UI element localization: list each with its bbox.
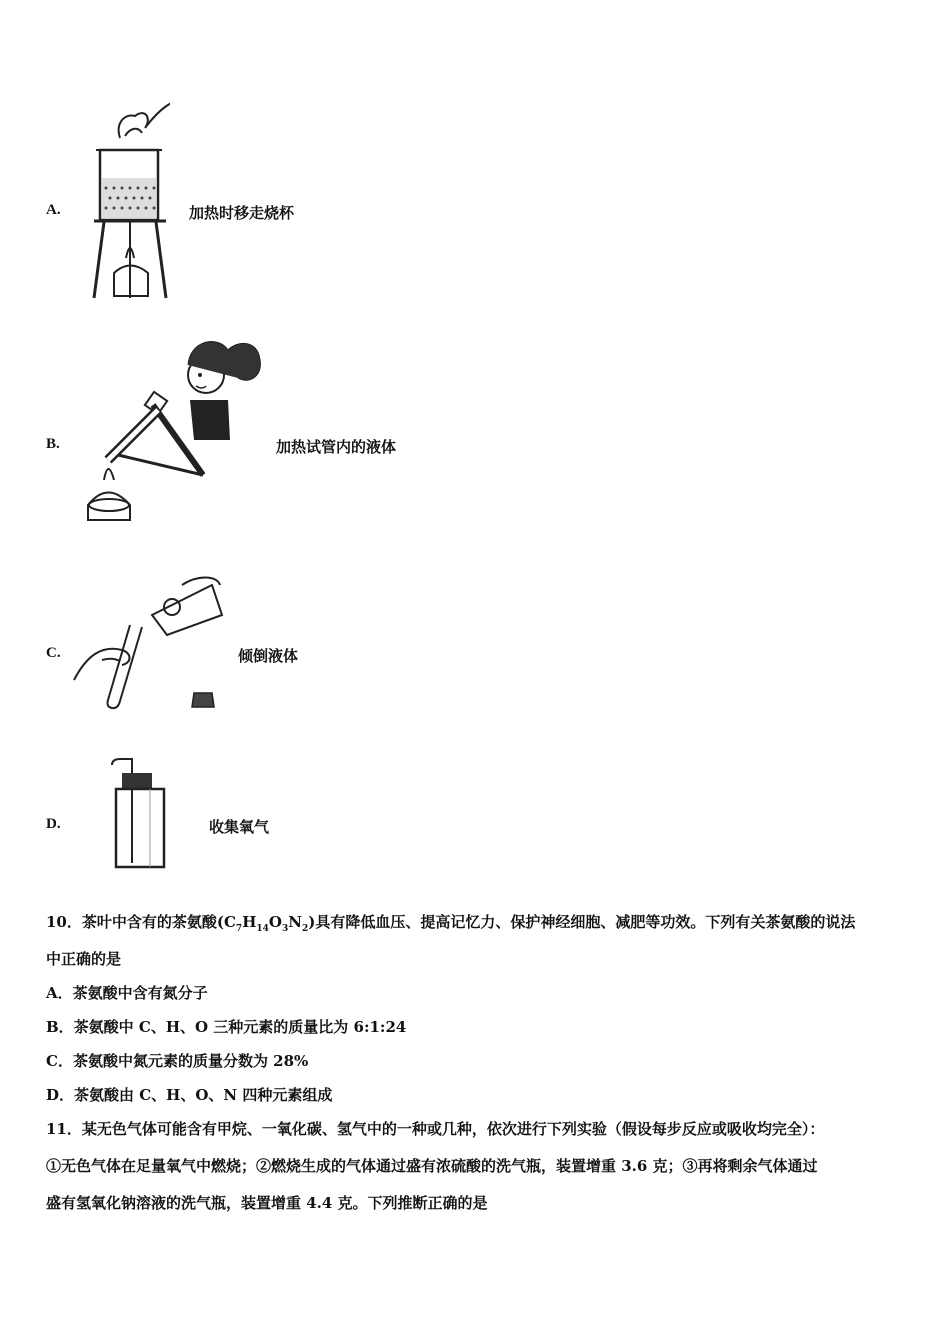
gas-bottle-figure (110, 755, 172, 870)
q10-stem-line2: 中正确的是 (46, 950, 122, 968)
option-d-letter: D. (46, 816, 61, 832)
q10-number: 10． (46, 913, 82, 931)
option-d-text: 收集氧气 (209, 818, 270, 836)
option-a-letter: A. (46, 202, 61, 218)
q11-line1: 11．某无色气体可能含有甲烷、一氧化碳、氢气中的一种或几种，依次进行下列实验（假设每步反应或吸收均完全）： (46, 1120, 825, 1138)
q10-stem-line1: 10．茶叶中含有的茶氨酸$(C_7H_{14}O_3N_2)$具有降低血压、提高记忆力、保护神经细胞、减肥等功效。下列有关茶氨酸的说法 (46, 913, 856, 934)
option-c-letter: C. (46, 645, 61, 661)
beaker-stand-figure (90, 98, 170, 303)
option-c-text: 倾倒液体 (238, 647, 299, 665)
q10-option-d: D．茶氨酸由 C、H、O、N 四种元素组成 (46, 1086, 333, 1104)
option-b-text: 加热试管内的液体 (276, 438, 397, 456)
q10-option-a: A．茶氨酸中含有氮分子 (46, 984, 208, 1002)
q11-line3: 盛有氢氧化钠溶液的洗气瓶，装置增重 4.4 克。下列推断正确的是 (46, 1194, 488, 1212)
option-b-letter: B. (46, 436, 60, 452)
pouring-liquid-figure (72, 575, 227, 715)
q10-option-b: B．茶氨酸中 C、H、O 三种元素的质量比为 6:1:24 (46, 1018, 407, 1036)
q10-option-c: C．茶氨酸中氮元素的质量分数为 28% (46, 1052, 309, 1070)
option-a-text: 加热时移走烧杯 (189, 204, 295, 222)
q11-line2: ①无色气体在足量氧气中燃烧；②燃烧生成的气体通过盛有浓硫酸的洗气瓶，装置增重 3.6 克；③再将剩余气体通过 (46, 1157, 818, 1175)
test-tube-heating-figure (78, 330, 273, 530)
